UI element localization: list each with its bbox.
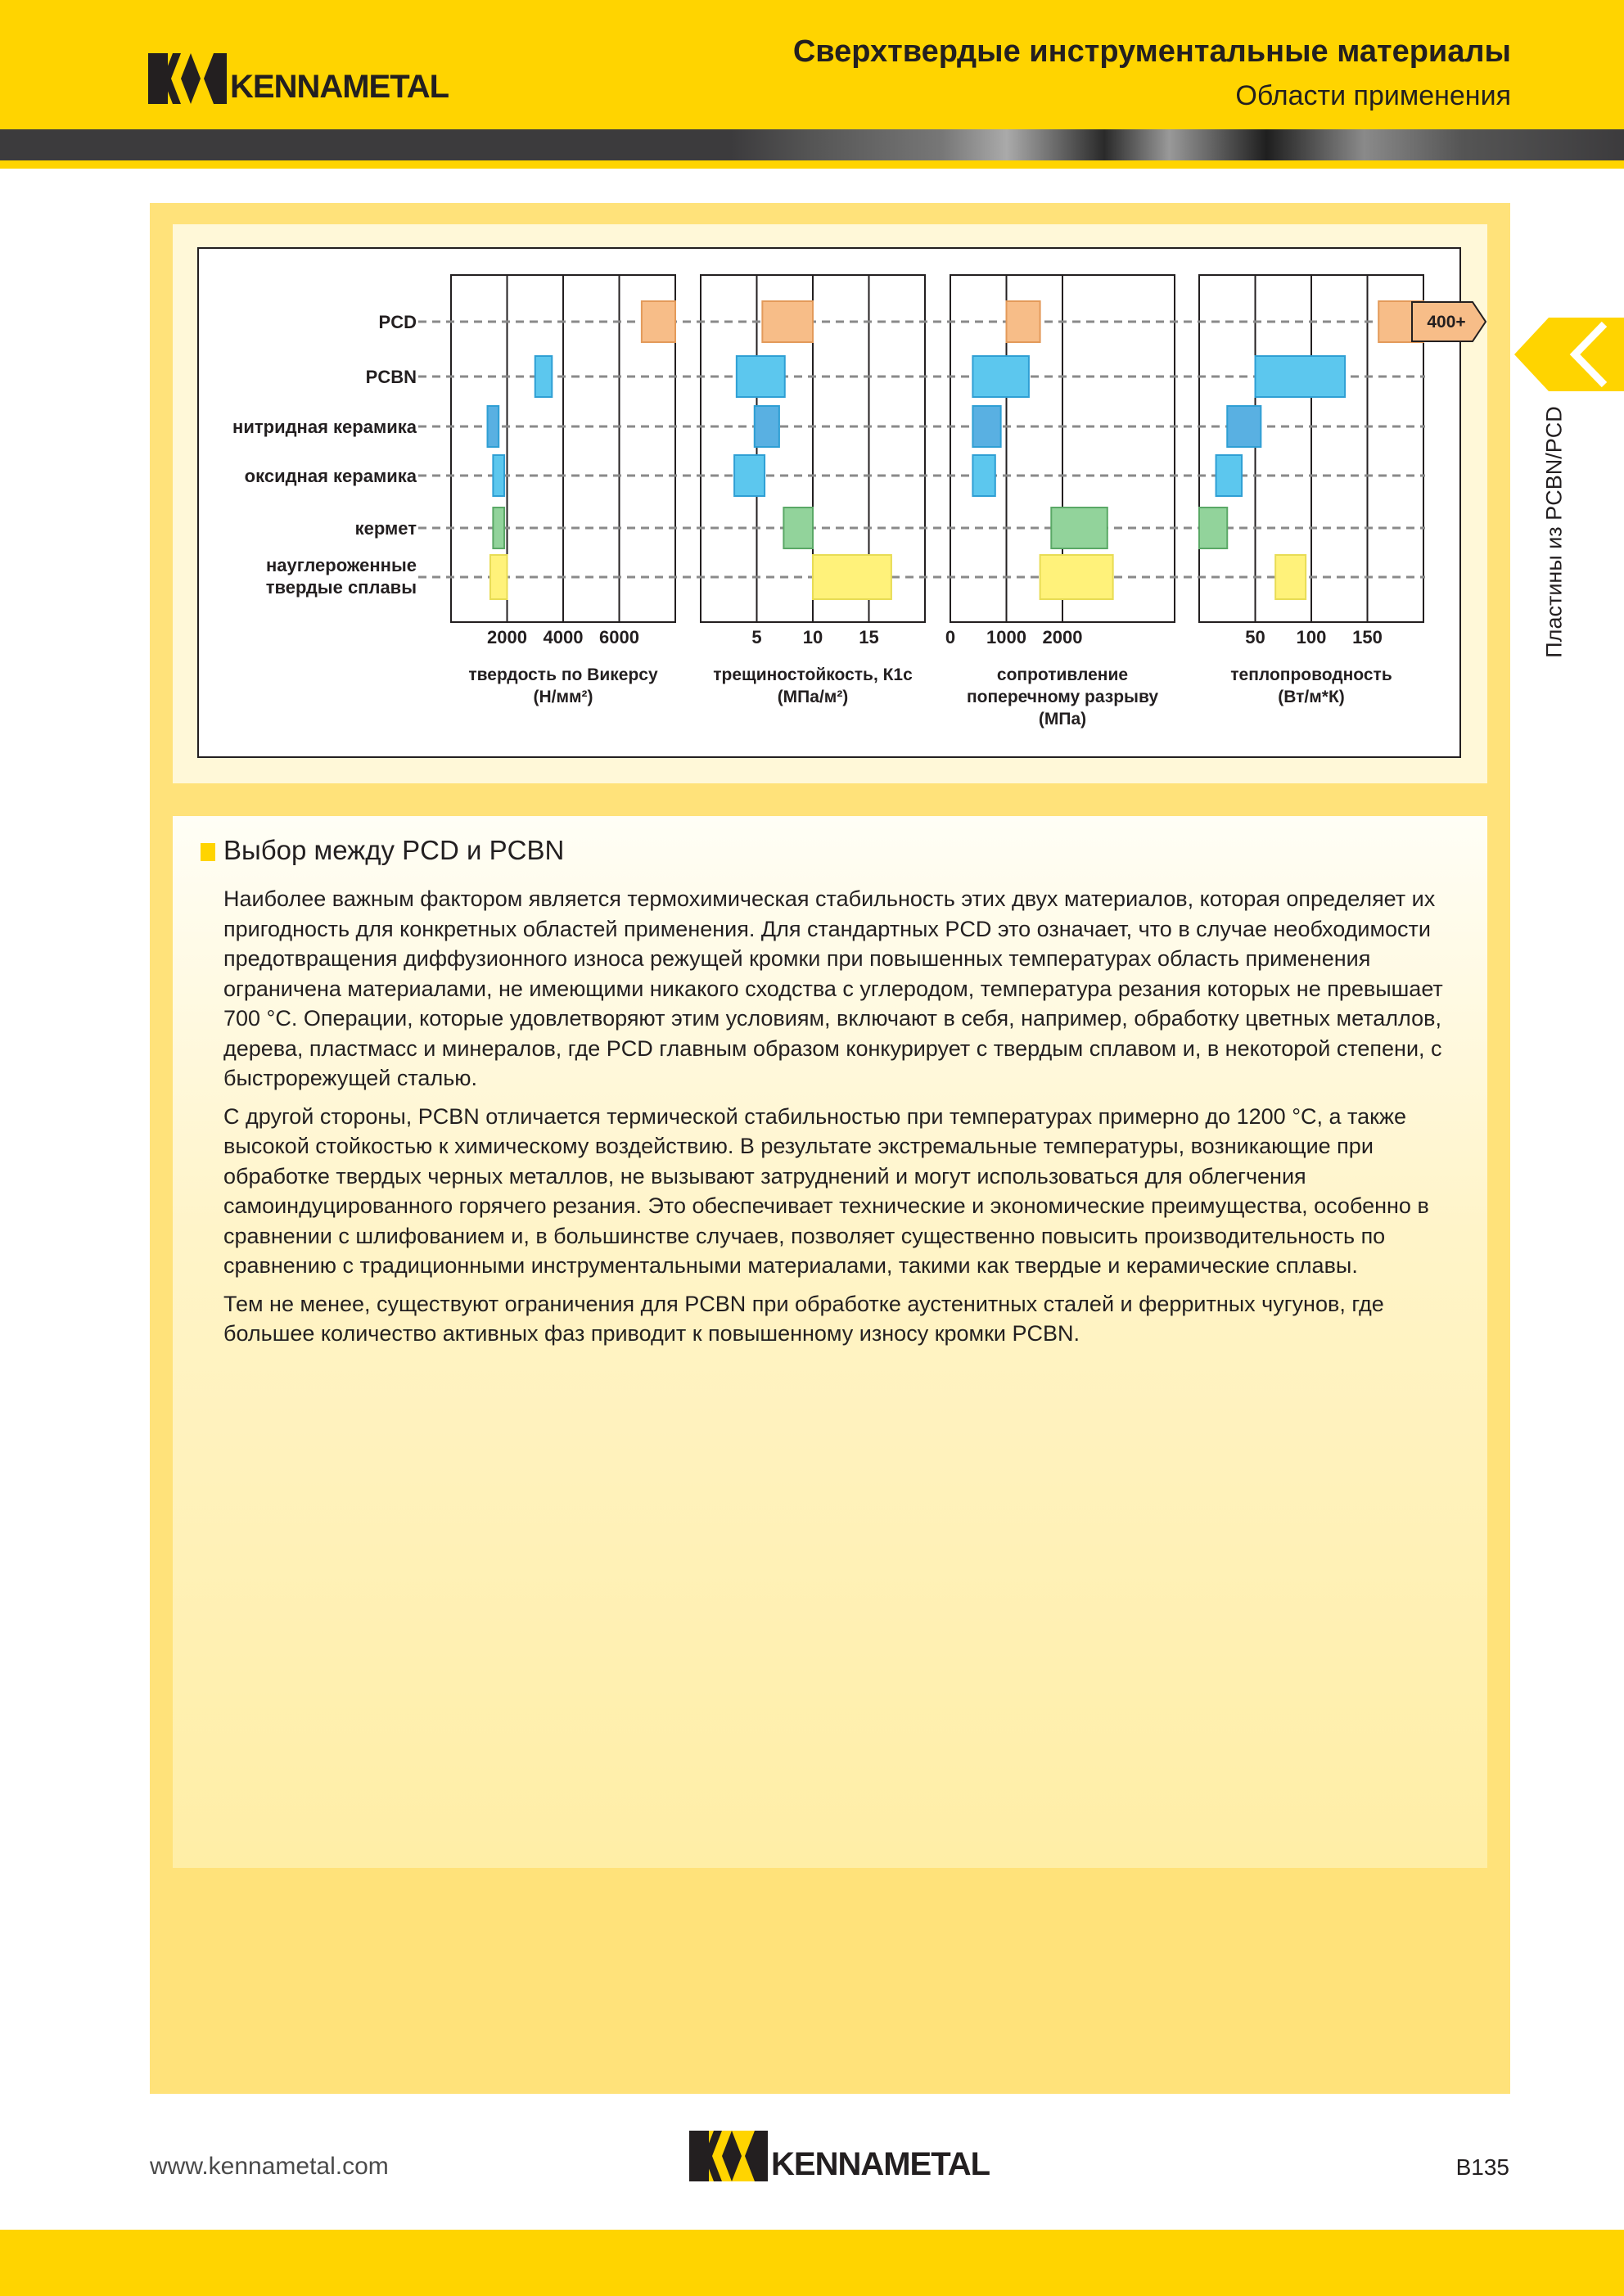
- footer-url-link[interactable]: www.kennametal.com: [150, 2153, 389, 2180]
- chart-range-bar: [737, 356, 785, 397]
- chart-range-bar: [535, 356, 553, 397]
- footer-logo-text: KENNAMETAL: [771, 2146, 990, 2182]
- footer-bar: [0, 2230, 1624, 2296]
- side-tab-chevron-icon[interactable]: [1514, 318, 1624, 391]
- section-title: Выбор между PCD и PCBN: [223, 835, 565, 865]
- chart-tick-label: 10: [802, 627, 823, 647]
- chart-axis-label: (МПа): [1038, 710, 1087, 728]
- kennametal-logo-icon: [689, 2131, 768, 2181]
- chart-range-bar: [972, 455, 995, 496]
- paragraph: Тем не менее, существуют ограничения для PCBN при обработке аустенитных сталей и ферритных чугунов, где большее количество активных фаз приводит к повышенному износу кромки PCBN.: [223, 1291, 1384, 1346]
- chart-tick-label: 2000: [487, 627, 527, 647]
- chart-row-label: нитридная керамика: [232, 417, 417, 437]
- chart-tick-label: 0: [945, 627, 956, 647]
- chart-tick-label: 100: [1296, 627, 1327, 647]
- materials-comparison-chart: [197, 247, 1466, 758]
- chart-range-bar: [1040, 555, 1113, 599]
- chart-tick-label: 2000: [1042, 627, 1083, 647]
- chart-range-bar: [1216, 455, 1243, 496]
- chart-range-bar: [1227, 406, 1261, 447]
- chart-axis-label: (Вт/м*К): [1278, 688, 1345, 706]
- chart-tick-label: 6000: [599, 627, 639, 647]
- section-marker-icon: [201, 843, 215, 861]
- chart-range-bar: [762, 301, 813, 342]
- chart-row-label: PCD: [378, 312, 417, 332]
- chart-range-bar: [1007, 301, 1040, 342]
- chart-axis-label: поперечному разрыву: [966, 688, 1159, 706]
- chart-range-bar: [1199, 507, 1227, 548]
- chart-axis-label: твердость по Викерсу: [468, 665, 658, 684]
- paragraph: С другой стороны, PCBN отличается термической стабильностью при температурах примерно до 1200 °С, а также высокой стойкостью к химическому воздействию. В результате экстремальные температуры, возникающие при обработке твердых черных металлов, не вызывают затруднений и могут использоваться для облегчения самоиндуцированного горячего резания. Это обеспечивает технические и экономические преимущества, особенно в сравнении с шлифованием и, в большинстве случаев, позволяет существенно повысить производительность по сравнению с традиционными инструментальными материалами, такими как твердые и керамические сплавы.: [223, 1103, 1429, 1278]
- header-logo-text: KENNAMETAL: [230, 69, 449, 105]
- chart-range-bar: [493, 455, 504, 496]
- chart-range-bar: [642, 301, 675, 342]
- chart-axis-label: сопротивление: [996, 665, 1129, 684]
- chart-tick-label: 15: [859, 627, 879, 647]
- chart-row-label: науглероженные: [265, 555, 417, 575]
- header-stripe-accent: [0, 160, 1624, 169]
- chart-row-label: оксидная керамика: [244, 466, 417, 486]
- chart-axis-label: теплопроводность: [1230, 665, 1392, 684]
- chart-range-bar: [972, 406, 1000, 447]
- header-logo[interactable]: [148, 51, 449, 106]
- chart-range-bar: [755, 406, 779, 447]
- chart-axis-label: (Н/мм²): [533, 688, 593, 706]
- chart-axis-label: (МПа/м²): [777, 688, 849, 706]
- chart-range-bar: [493, 507, 504, 548]
- chart-tick-label: 5: [751, 627, 762, 647]
- chart-row-label: кермет: [354, 518, 417, 539]
- page-subtitle: Области применения: [1235, 80, 1511, 111]
- chart-range-bar: [783, 507, 813, 548]
- chart-range-bar: [1256, 356, 1346, 397]
- chart-tick-label: 150: [1352, 627, 1383, 647]
- header-stripe: [0, 129, 1624, 160]
- chart-range-bar: [488, 406, 499, 447]
- paragraph: Наиболее важным фактором является термохимическая стабильность этих двух материалов, которая определяет их пригодность для конкретных областей применения. Для стандартных PCD это означает, что в случае необходимости предотвращения диффузионного износа режущей кромки при повышенных температурах область применения ограничена материалами, не имеющими никакого сходства с углеродом, температура резания которых не превышает 700 °С. Операции, которые удовлетворяют этим условиям, включают в себя, например, обработку цветных металлов, дерева, пластмасс и минералов, где PCD главным образом конкурирует с твердым сплавом и, в некоторой степени, с быстрорежущей сталью.: [223, 886, 1443, 1090]
- chart-tick-label: 1000: [986, 627, 1026, 647]
- chart-tick-label: 4000: [543, 627, 584, 647]
- chart-overflow-label: 400+: [1427, 313, 1466, 332]
- chart-range-bar: [1275, 555, 1306, 599]
- chart-range-bar: [1051, 507, 1107, 548]
- chart-row-label: твердые сплавы: [265, 577, 417, 598]
- chart-range-bar: [490, 555, 508, 599]
- kennametal-logo-icon: [148, 53, 227, 104]
- side-tab-label: Пластины из PCBN/PCD: [1541, 406, 1567, 658]
- chart-range-bar: [813, 555, 891, 599]
- chart-range-bar: [734, 455, 765, 496]
- chart-range-bar: [972, 356, 1029, 397]
- chart-axis-label: трещиностойкость, К1с: [713, 665, 913, 684]
- chart-tick-label: 50: [1245, 627, 1265, 647]
- chart-row-label: PCBN: [365, 367, 417, 387]
- page-title: Сверхтвердые инструментальные материалы: [792, 34, 1511, 69]
- section-body: [223, 884, 1451, 1357]
- page-number: B135: [1455, 2154, 1509, 2180]
- footer-logo[interactable]: [689, 2128, 990, 2183]
